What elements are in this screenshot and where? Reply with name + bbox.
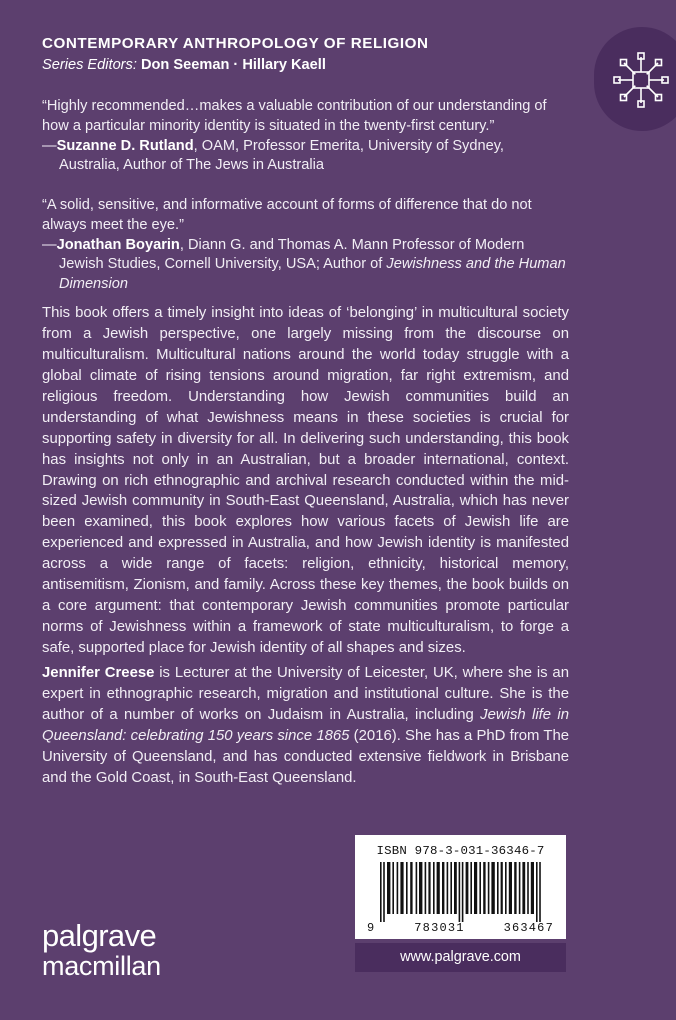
quote-attribution-line2 <box>42 255 569 295</box>
attribution-work-title: Jewishness and the Human Dimension <box>59 256 566 293</box>
barcode-panel <box>355 835 566 939</box>
isbn-text: ISBN 978-3-031-36346-7 <box>376 844 545 858</box>
series-editors-label: Series Editors: <box>42 57 137 74</box>
attribution-name: Jonathan Boyarin <box>56 236 180 253</box>
series-header <box>42 34 582 76</box>
ean13-barcode-icon <box>372 862 550 922</box>
quote-attribution-line2 <box>42 156 569 176</box>
attribution-name: Suzanne D. Rutland <box>56 137 194 154</box>
bio-work-title: Jewish life in Queensland: celebrating 150 years since 1865 <box>42 706 569 744</box>
endorsements <box>42 97 569 315</box>
attribution-detail: , Diann G. and Thomas A. Mann Professor of Modern <box>179 236 525 253</box>
endorsement-quote <box>42 196 569 295</box>
quote-text: “Highly recommended…makes a valuable contribution of our understanding of how a particular minority identity is situated in the twenty-first century.” <box>42 98 547 134</box>
author-biography <box>42 663 569 789</box>
endorsement-quote <box>42 97 569 176</box>
attribution-detail-2: Jewish Studies, Cornell University, USA; Author of <box>59 256 387 273</box>
series-editors-names: Don Seeman · Hillary Kaell <box>140 57 326 74</box>
author-name: Jennifer Creese <box>42 665 155 681</box>
palgrave-emblem-badge <box>594 27 676 131</box>
palgrave-macmillan-logo <box>42 918 161 982</box>
bio-text-part-1: is Lecturer at the University of Leicester, UK, where she is an expert in ethnographic research, migration and institutional culture. She is the author of a number of works on Judaism in Australia, including <box>42 665 569 723</box>
ean-right-group: 363467 <box>503 921 554 935</box>
series-editors <box>42 56 582 75</box>
attribution-dash: — <box>42 236 57 253</box>
ean-left-group: 783031 <box>414 921 465 935</box>
ean-lead-digit: 9 <box>367 921 376 935</box>
series-title: CONTEMPORARY ANTHROPOLOGY OF RELIGION <box>42 35 429 52</box>
logo-line-macmillan: macmillan <box>42 951 161 982</box>
palgrave-node-emblem-icon <box>608 47 674 113</box>
attribution-detail-2: Australia, Author of The Jews in Australia <box>59 157 324 174</box>
attribution-dash: — <box>42 137 57 154</box>
quote-attribution <box>42 236 569 256</box>
logo-line-palgrave: palgrave <box>42 918 157 953</box>
quote-attribution <box>42 137 569 157</box>
barcode-block <box>355 835 566 972</box>
book-description: This book offers a timely insight into ideas of ‘belonging’ in multicultural society from a Jewish perspective, one largely missing from the discourse on multiculturalism. Multicultural nations around the world today struggle with a global climate of rising tensions around migration, far right extremism, and religious freedom. Understanding how Jewish communities build an understanding of what Jewishness means in these societies is crucial for supporting safety in diversity for all. In delivering such understanding, this book has insights not only in an Australian, but a broader international, context. Drawing on rich ethnographic and archival research conducted within the mid-sized Jewish community in South-East Queensland, Australia, which has never been examined, this book explores how various facets of Jewish life are experienced and expressed in Australia, and how Jewish identity is manifested across a wide range of facets: religion, ethnicity, historical memory, antisemitism, Zionism, and family. Across these key themes, the book builds on a core argument: that contemporary Jewish communities promote particular norms of Jewishness within a framework of state multiculturalism, to forge a safe, supported place for Jewish identity of all shapes and sizes. <box>42 305 569 656</box>
bio-text-part-2: (2016). She has a PhD from The University of Queensland, and has conducted extensive fieldwork in Brisbane and the Gold Coast, in South-East Queensland. <box>42 727 570 786</box>
ean13-digits <box>365 921 556 935</box>
publisher-url: www.palgrave.com <box>355 943 566 972</box>
attribution-detail: , OAM, Professor Emerita, University of Sydney, <box>193 137 504 154</box>
quote-text: “A solid, sensitive, and informative account of forms of difference that do not always meet the eye.” <box>42 197 532 233</box>
